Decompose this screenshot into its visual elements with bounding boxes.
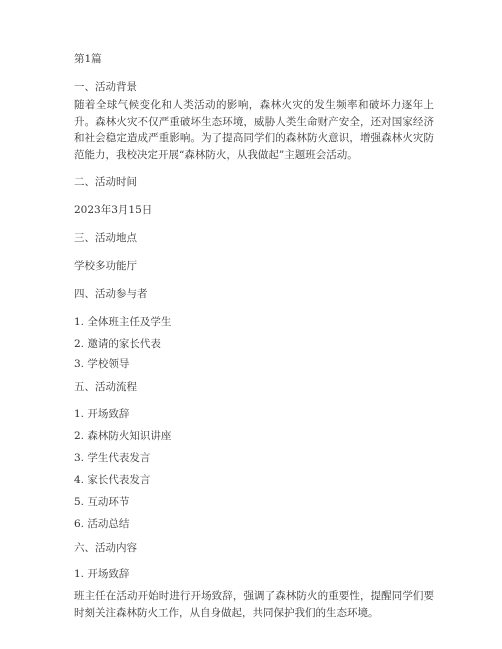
part-title: 第1篇 xyxy=(74,53,102,65)
background-paragraph: 随着全球气候变化和人类活动的影响，森林火灾的发生频率和破坏力逐年上升。森林火灾不仅严重破坏生态环境，威胁人类生命财产安全，还对国家经济和社会稳定造成严重影响。为了提高同学们的森林防火意识，增强森林火灾防范能力，我校决定开展“森林防火，从我做起”主题班会活动。 xyxy=(74,99,434,161)
list-item: 1. 全体班主任及学生 xyxy=(74,316,172,328)
section-heading-participants: 四、活动参与者 xyxy=(74,288,148,300)
section-heading-background: 一、活动背景 xyxy=(74,81,137,93)
content-paragraph: 班主任在活动开始时进行开场致辞，强调了森林防火的重要性，提醒同学们要时刻关注森林防火工作，从自身做起，共同保护我们的生态环境。 xyxy=(74,590,434,619)
section-heading-place: 三、活动地点 xyxy=(74,232,137,244)
list-item: 4. 家长代表发言 xyxy=(74,474,151,486)
list-item: 1. 开场致辞 xyxy=(74,408,130,420)
place-text: 学校多功能厅 xyxy=(74,260,137,272)
list-item: 6. 活动总结 xyxy=(74,518,130,530)
list-item: 3. 学校领导 xyxy=(74,358,130,370)
time-text: 2023年3月15日 xyxy=(74,204,153,216)
section-heading-content: 六、活动内容 xyxy=(74,542,137,554)
list-item: 2. 森林防火知识讲座 xyxy=(74,430,172,442)
content-item: 1. 开场致辞 xyxy=(74,568,130,580)
list-item: 2. 邀请的家长代表 xyxy=(74,338,161,350)
section-heading-flow: 五、活动流程 xyxy=(74,381,137,393)
list-item: 3. 学生代表发言 xyxy=(74,452,151,464)
list-item: 5. 互动环节 xyxy=(74,496,130,508)
section-heading-time: 二、活动时间 xyxy=(74,176,137,188)
